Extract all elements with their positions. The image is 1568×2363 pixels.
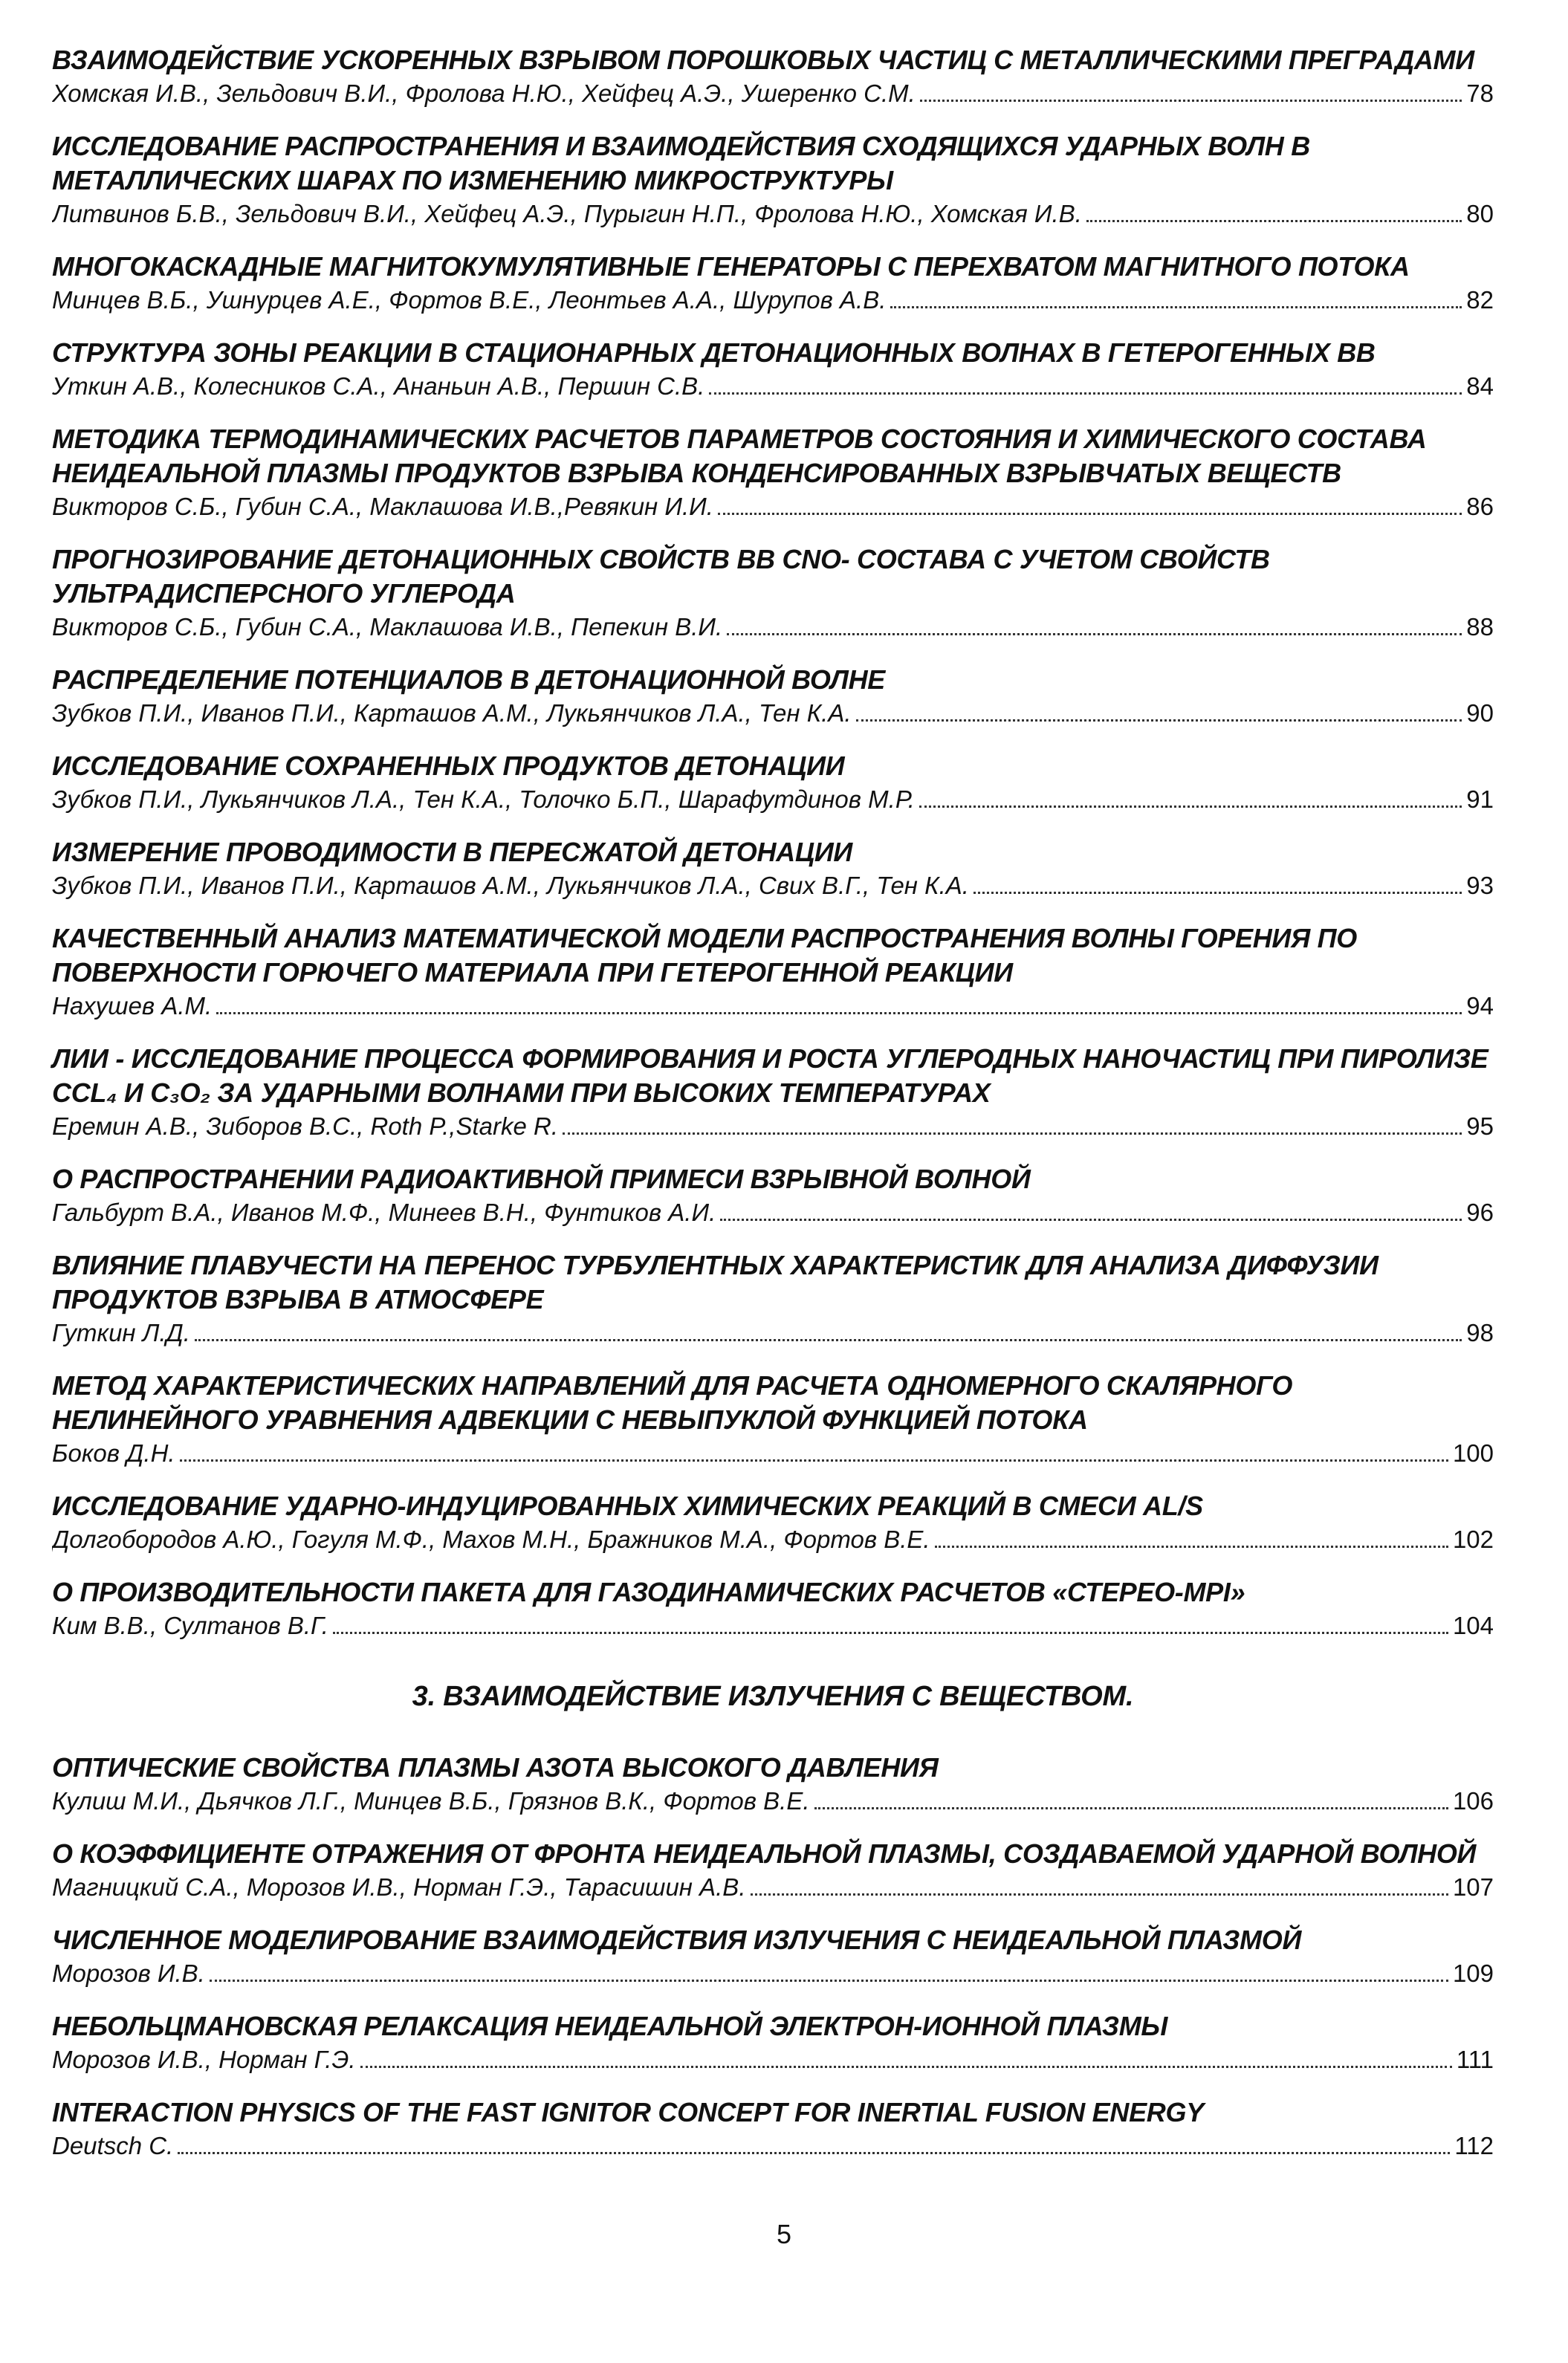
entry-page-number: 104 [1452, 1612, 1494, 1639]
toc-entry [52, 2009, 1494, 2076]
toc-entry [52, 1575, 1494, 1642]
dot-leader [563, 1132, 1462, 1135]
dot-leader [973, 892, 1462, 894]
entry-authors: Уткин А.В., Колесников С.А., Ананьин А.В., Першин С.В. [52, 372, 705, 400]
entry-title: INTERACTION PHYSICS OF THE FAST IGNITOR CONCEPT FOR INERTIAL FUSION ENERGY [52, 2097, 1204, 2127]
entry-author-line [52, 783, 1494, 816]
entry-author-line [52, 1317, 1494, 1349]
dot-leader [720, 1219, 1462, 1221]
entry-page-number: 107 [1452, 1873, 1494, 1901]
entry-authors: Литвинов Б.В., Зельдович В.И., Хейфец А.Э., Пурыгин Н.П., Фролова Н.Ю., Хомская И.В. [52, 200, 1082, 227]
entry-author-line [52, 1871, 1494, 1904]
toc-entry [52, 542, 1494, 644]
entry-title: О КОЭФФИЦИЕНТЕ ОТРАЖЕНИЯ ОТ ФРОНТА НЕИДЕАЛЬНОЙ ПЛАЗМЫ, СОЗДАВАЕМОЙ УДАРНОЙ ВОЛНОЙ [52, 1838, 1477, 1869]
entry-author-line [52, 1196, 1494, 1229]
entry-title: ПРОГНОЗИРОВАНИЕ ДЕТОНАЦИОННЫХ СВОЙСТВ ВВ CNO- СОСТАВА С УЧЕТОМ СВОЙСТВ УЛЬТРАДИСПЕРСНОГО УГЛЕРОДА [52, 544, 1270, 609]
entry-title: МНОГОКАСКАДНЫЕ МАГНИТОКУМУЛЯТИВНЫЕ ГЕНЕРАТОРЫ С ПЕРЕХВАТОМ МАГНИТНОГО ПОТОКА [52, 251, 1410, 282]
toc-entry [52, 336, 1494, 403]
entry-title: ВЛИЯНИЕ ПЛАВУЧЕСТИ НА ПЕРЕНОС ТУРБУЛЕНТНЫХ ХАРАКТЕРИСТИК ДЛЯ АНАЛИЗА ДИФФУЗИИ ПРОДУКТОВ ВЗРЫВА В АТМОСФЕРЕ [52, 1250, 1379, 1315]
entry-authors: Кулиш М.И., Дьячков Л.Г., Минцев В.Б., Грязнов В.К., Фортов В.Е. [52, 1787, 810, 1815]
entry-authors: Deutsch C. [52, 2132, 174, 2159]
entry-page-number: 102 [1452, 1526, 1494, 1553]
entry-authors: Зубков П.И., Лукьянчиков Л.А., Тен К.А., Толочко Б.П., Шарафутдинов М.Р. [52, 785, 915, 813]
toc-entry [52, 1837, 1494, 1904]
entry-author-line [52, 1437, 1494, 1470]
dot-leader [919, 806, 1462, 808]
entry-title: ИССЛЕДОВАНИЕ РАСПРОСТРАНЕНИЯ И ВЗАИМОДЕЙСТВИЯ СХОДЯЩИХСЯ УДАРНЫХ ВОЛН В МЕТАЛЛИЧЕСКИХ ШАРАХ ПО ИЗМЕНЕНИЮ МИКРОСТРУКТУРЫ [52, 131, 1310, 195]
entry-title: О РАСПРОСТРАНЕНИИ РАДИОАКТИВНОЙ ПРИМЕСИ ВЗРЫВНОЙ ВОЛНОЙ [52, 1164, 1031, 1194]
entry-page-number: 86 [1466, 493, 1494, 520]
entry-author-line [52, 1957, 1494, 1990]
toc-entry [52, 835, 1494, 902]
entry-title: ОПТИЧЕСКИЕ СВОЙСТВА ПЛАЗМЫ АЗОТА ВЫСОКОГО ДАВЛЕНИЯ [52, 1752, 939, 1783]
dot-leader [935, 1546, 1448, 1548]
entry-authors: Зубков П.И., Иванов П.И., Карташов А.М., Лукьянчиков Л.А., Свих В.Г., Тен К.А. [52, 872, 969, 899]
entry-page-number: 96 [1466, 1199, 1494, 1226]
entry-author-line [52, 77, 1494, 110]
entry-page-number: 90 [1466, 699, 1494, 727]
entry-page-number: 82 [1466, 286, 1494, 314]
entry-title: КАЧЕСТВЕННЫЙ АНАЛИЗ МАТЕМАТИЧЕСКОЙ МОДЕЛИ РАСПРОСТРАНЕНИЯ ВОЛНЫ ГОРЕНИЯ ПО ПОВЕРХНОСТИ ГОРЮЧЕГО МАТЕРИАЛА ПРИ ГЕТЕРОГЕННОЙ РЕАКЦИИ [52, 923, 1357, 988]
entry-page-number: 78 [1466, 80, 1494, 107]
toc-entry [52, 1489, 1494, 1556]
entry-authors: Боков Д.Н. [52, 1439, 175, 1467]
toc-entry [52, 1751, 1494, 1818]
entry-author-line [52, 284, 1494, 317]
entry-author-line [52, 370, 1494, 403]
entry-authors: Ким В.В., Султанов В.Г. [52, 1612, 328, 1639]
page-number: 5 [776, 2219, 792, 2249]
entry-title: ЛИИ - ИССЛЕДОВАНИЕ ПРОЦЕССА ФОРМИРОВАНИЯ И РОСТА УГЛЕРОДНЫХ НАНОЧАСТИЦ ПРИ ПИРОЛИЗЕ CCL₄ И C₃O₂ ЗА УДАРНЫМИ ВОЛНАМИ ПРИ ВЫСОКИХ ТЕМПЕРАТУРАХ [52, 1043, 1488, 1108]
entry-page-number: 106 [1452, 1787, 1494, 1815]
entry-author-line [52, 490, 1494, 523]
entry-author-line [52, 2130, 1494, 2162]
entry-authors: Морозов И.В. [52, 1960, 205, 1987]
entry-author-line [52, 869, 1494, 902]
entry-authors: Зубков П.И., Иванов П.И., Карташов А.М., Лукьянчиков Л.А., Тен К.А. [52, 699, 852, 727]
entry-title: МЕТОДИКА ТЕРМОДИНАМИЧЕСКИХ РАСЧЕТОВ ПАРАМЕТРОВ СОСТОЯНИЯ И ХИМИЧЕСКОГО СОСТАВА НЕИДЕАЛЬНОЙ ПЛАЗМЫ ПРОДУКТОВ ВЗРЫВА КОНДЕНСИРОВАННЫХ ВЗРЫВЧАТЫХ ВЕЩЕСТВ [52, 424, 1427, 488]
entry-title: ВЗАИМОДЕЙСТВИЕ УСКОРЕННЫХ ВЗРЫВОМ ПОРОШКОВЫХ ЧАСТИЦ С МЕТАЛЛИЧЕСКИМИ ПРЕГРАДАМИ [52, 45, 1474, 75]
dot-leader [920, 100, 1462, 102]
dot-leader [216, 1012, 1462, 1014]
toc-entry [52, 250, 1494, 317]
toc-entry [52, 1162, 1494, 1229]
dot-leader [718, 513, 1462, 515]
toc-entry [52, 1042, 1494, 1143]
entry-page-number: 100 [1452, 1439, 1494, 1467]
entry-page-number: 95 [1466, 1112, 1494, 1140]
entry-author-line [52, 611, 1494, 644]
entry-page-number: 84 [1466, 372, 1494, 400]
toc-entry [52, 921, 1494, 1022]
entry-title: НЕБОЛЬЦМАНОВСКАЯ РЕЛАКСАЦИЯ НЕИДЕАЛЬНОЙ ЭЛЕКТРОН-ИОННОЙ ПЛАЗМЫ [52, 2011, 1168, 2041]
entry-page-number: 112 [1454, 2132, 1494, 2159]
entry-authors: Викторов С.Б., Губин С.А., Маклашова И.В., Пепекин В.И. [52, 613, 723, 641]
entry-page-number: 111 [1456, 2046, 1494, 2073]
dot-leader [1086, 220, 1462, 222]
entry-author-line [52, 1523, 1494, 1556]
entry-author-line [52, 2043, 1494, 2076]
entry-authors: Викторов С.Б., Губин С.А., Маклашова И.В.,Ревякин И.И. [52, 493, 713, 520]
toc-entry [52, 749, 1494, 816]
entry-authors: Гуткин Л.Д. [52, 1319, 190, 1346]
entry-title: ИЗМЕРЕНИЕ ПРОВОДИМОСТИ В ПЕРЕСЖАТОЙ ДЕТОНАЦИИ [52, 837, 853, 867]
dot-leader [890, 306, 1462, 308]
entry-page-number: 88 [1466, 613, 1494, 641]
entry-title: О ПРОИЗВОДИТЕЛЬНОСТИ ПАКЕТА ДЛЯ ГАЗОДИНАМИЧЕСКИХ РАСЧЕТОВ «СТЕРЕО-MPI» [52, 1577, 1245, 1607]
entry-authors: Морозов И.В., Норман Г.Э. [52, 2046, 356, 2073]
toc-entry [52, 2095, 1494, 2162]
entry-authors: Хомская И.В., Зельдович В.И., Фролова Н.Ю., Хейфец А.Э., Ушеренко С.М. [52, 80, 916, 107]
dot-leader [360, 2066, 1452, 2068]
entry-title: СТРУКТУРА ЗОНЫ РЕАКЦИИ В СТАЦИОНАРНЫХ ДЕТОНАЦИОННЫХ ВОЛНАХ В ГЕТЕРОГЕННЫХ ВВ [52, 337, 1376, 368]
entry-author-line [52, 1785, 1494, 1818]
entry-author-line [52, 697, 1494, 730]
toc-entry [52, 663, 1494, 730]
toc-entry [52, 422, 1494, 523]
dot-leader [333, 1632, 1448, 1634]
entry-title: ИССЛЕДОВАНИЕ СОХРАНЕННЫХ ПРОДУКТОВ ДЕТОНАЦИИ [52, 751, 845, 781]
dot-leader [727, 633, 1462, 635]
dot-leader [814, 1807, 1448, 1809]
entry-authors: Нахушев А.М. [52, 992, 213, 1020]
entry-author-line [52, 1610, 1494, 1642]
dot-leader [180, 1459, 1448, 1462]
toc-entry [52, 1248, 1494, 1349]
entry-author-line [52, 198, 1494, 230]
entry-authors: Еремин А.В., Зиборов В.С., Roth P.,Starke R. [52, 1112, 558, 1140]
dot-leader [178, 2152, 1450, 2154]
entry-page-number: 91 [1466, 785, 1494, 813]
entry-authors: Гальбурт В.А., Иванов М.Ф., Минеев В.Н., Фунтиков А.И. [52, 1199, 716, 1226]
toc-entries-section-3 [52, 1751, 1494, 2162]
toc-entry [52, 1369, 1494, 1470]
entry-authors: Магницкий С.А., Морозов И.В., Норман Г.Э., Тарасишин А.В. [52, 1873, 746, 1901]
dot-leader [210, 1980, 1448, 1982]
entry-title: ЧИСЛЕННОЕ МОДЕЛИРОВАНИЕ ВЗАИМОДЕЙСТВИЯ ИЗЛУЧЕНИЯ С НЕИДЕАЛЬНОЙ ПЛАЗМОЙ [52, 1925, 1302, 1955]
entry-title: ИССЛЕДОВАНИЕ УДАРНО-ИНДУЦИРОВАННЫХ ХИМИЧЕСКИХ РЕАКЦИЙ В СМЕСИ AL/S [52, 1491, 1203, 1521]
dot-leader [856, 719, 1462, 722]
section-heading: 3. ВЗАИМОДЕЙСТВИЕ ИЗЛУЧЕНИЯ С ВЕЩЕСТВОМ. [412, 1681, 1134, 1712]
dot-leader [751, 1893, 1448, 1896]
entry-title: РАСПРЕДЕЛЕНИЕ ПОТЕНЦИАЛОВ В ДЕТОНАЦИОННОЙ ВОЛНЕ [52, 664, 885, 695]
toc-entry [52, 43, 1494, 110]
dot-leader [709, 392, 1462, 395]
toc-entry [52, 129, 1494, 230]
entry-author-line [52, 990, 1494, 1022]
entry-page-number: 93 [1466, 872, 1494, 899]
entry-author-line [52, 1110, 1494, 1143]
table-of-contents [52, 43, 1494, 2182]
dot-leader [195, 1339, 1462, 1341]
entry-page-number: 94 [1466, 992, 1494, 1020]
entry-authors: Долгобородов А.Ю., Гогуля М.Ф., Махов М.Н., Бражников М.А., Фортов В.Е. [52, 1526, 930, 1553]
entry-page-number: 98 [1466, 1319, 1494, 1346]
entry-page-number: 109 [1452, 1960, 1494, 1987]
entry-authors: Минцев В.Б., Ушнурцев А.Е., Фортов В.Е., Леонтьев А.А., Шурупов А.В. [52, 286, 887, 314]
toc-entry [52, 1923, 1494, 1990]
toc-entries-section-2 [52, 43, 1494, 1642]
entry-page-number: 80 [1466, 200, 1494, 227]
entry-title: МЕТОД ХАРАКТЕРИСТИЧЕСКИХ НАПРАВЛЕНИЙ ДЛЯ РАСЧЕТА ОДНОМЕРНОГО СКАЛЯРНОГО НЕЛИНЕЙНОГО УРАВНЕНИЯ АДВЕКЦИИ С НЕВЫПУКЛОЙ ФУНКЦИЕЙ ПОТОКА [52, 1370, 1293, 1435]
